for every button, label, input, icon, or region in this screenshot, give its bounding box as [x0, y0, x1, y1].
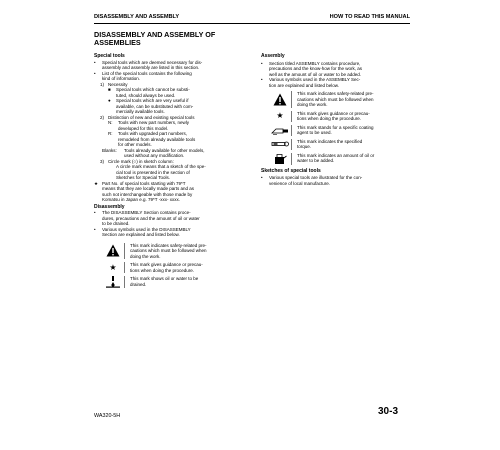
footer-page-number: 30-3	[378, 406, 399, 417]
drain-icon	[102, 276, 124, 288]
bullet: •	[94, 226, 96, 232]
text-line: This mark gives guidance or precau-	[130, 262, 203, 267]
text-line: The DISASSEMBLY Section contains proce-	[102, 210, 191, 215]
bullet: •	[261, 77, 263, 82]
symbol-row	[102, 276, 246, 288]
text-line: Special tools which cannot be substi-	[116, 87, 190, 92]
left-column	[94, 54, 246, 288]
text-line: Special tools which are deemed necessary for dis-	[102, 59, 203, 65]
page-title-line: ASSEMBLIES	[94, 38, 141, 48]
text-line: Tools with upgraded part numbers,	[118, 131, 188, 136]
text-line: tuted, should always be used.	[116, 92, 176, 98]
text-line: Section titled ASSEMBLY contains procedure,	[269, 60, 361, 66]
text-line: well as the amount of oil or water to be added.	[269, 71, 362, 77]
text-line: precautions and the know-how for the work, as	[269, 66, 363, 71]
symbol-description	[124, 276, 246, 288]
right-column	[261, 54, 411, 186]
list-item	[94, 87, 246, 98]
text-line: Tools with new part numbers, newly	[118, 120, 190, 125]
warning-icon	[269, 91, 291, 108]
header-section-title: DISASSEMBLY AND ASSEMBLY	[94, 14, 180, 20]
list-item	[94, 71, 246, 82]
text-line: This mark indicates safety-related pre-	[297, 91, 374, 96]
symbol-description	[291, 139, 411, 150]
text-line: tion are explained and listed below.	[269, 82, 340, 88]
text-line: Various symbols used in the DISASSEMBLY	[102, 226, 191, 232]
text-line: water to be added.	[297, 158, 335, 163]
text-line: means that they are locally made parts and as	[102, 186, 195, 191]
symbol-row	[269, 153, 411, 165]
text-line: drained.	[130, 281, 147, 287]
text-line: Circle mark (○) in sketch column:	[108, 158, 174, 164]
item-marker: R:	[108, 131, 113, 136]
text-line: kind of information.	[102, 76, 141, 81]
note-item	[94, 181, 246, 203]
text-line: venience of local manufacture.	[269, 180, 331, 186]
list-item	[261, 175, 411, 186]
text-line: doing the work.	[130, 253, 161, 259]
text-line: Tools already available for other models,	[124, 147, 205, 153]
text-line: Necessity	[108, 81, 128, 87]
text-line: used without any modification.	[124, 153, 185, 158]
text-line: torque.	[297, 144, 312, 149]
symbol-row	[102, 262, 246, 273]
text-line: Section are explained and listed below.	[102, 232, 180, 237]
oil-can-icon	[269, 153, 291, 165]
text-line: tions when doing the procedure.	[297, 116, 362, 121]
list-item	[94, 98, 246, 115]
text-line: List of the special tools contains the following	[102, 70, 192, 76]
symbol-description	[124, 243, 246, 260]
text-line: Distinction of new and existing special tools	[108, 114, 195, 120]
item-marker: Blanks:	[102, 147, 117, 153]
symbol-row	[269, 125, 411, 136]
text-line: Various symbols used in the ASSEMBLY Sec-	[269, 77, 361, 82]
text-line: assembly and assembly are listed in this section.	[102, 65, 200, 70]
sketches-heading: Sketches of special tools	[261, 167, 321, 174]
assembly-heading: Assembly	[261, 53, 285, 59]
item-number: 2)	[100, 114, 105, 120]
list-item	[94, 148, 246, 159]
square-mark-icon: ■	[108, 87, 111, 92]
text-line: developed for this model.	[118, 125, 169, 131]
list-item	[94, 159, 246, 165]
symbol-row	[269, 111, 411, 122]
text-line: cautions which must be followed when	[130, 248, 207, 253]
text-line: This mark gives guidance or precau-	[297, 110, 370, 116]
text-line: dures, precautions and the amount of oil or water	[102, 215, 200, 221]
symbol-description	[291, 125, 411, 136]
list-item	[94, 131, 246, 148]
text-line: This mark indicates the specified	[297, 138, 363, 144]
text-line: Komatsu in Japan e.g. 79*T -xxx- xxxx.	[102, 197, 180, 202]
bullet: •	[94, 70, 96, 76]
footer-model: WA320-5H	[94, 413, 121, 419]
star-icon	[102, 262, 124, 273]
list-item	[261, 77, 411, 88]
list-item	[94, 210, 246, 227]
list-item	[94, 164, 246, 181]
symbol-description	[291, 153, 411, 165]
bullet: •	[94, 59, 96, 65]
header-rule	[94, 23, 410, 24]
list-item	[94, 120, 246, 131]
coating-agent-icon	[269, 125, 291, 136]
page-title	[94, 31, 254, 48]
item-number: 3)	[100, 158, 105, 164]
list-item	[94, 227, 246, 238]
symbol-description	[124, 262, 246, 273]
text-line: Part No. of special tools starting with 79*T	[102, 180, 186, 186]
symbol-description	[291, 91, 411, 108]
star-glyph: ★	[109, 262, 117, 272]
text-line: This mark indicates safety-related pre-	[130, 242, 207, 248]
text-line: This mark shows oil or water to be	[130, 276, 199, 281]
bullet: •	[261, 60, 263, 66]
symbol-row	[269, 139, 411, 150]
special-tools-heading: Special tools	[94, 53, 125, 59]
symbol-row	[102, 243, 246, 260]
text-line: This mark stands for a specific coating	[297, 124, 374, 130]
bullet: •	[261, 175, 263, 180]
star-glyph: ★	[276, 111, 284, 120]
text-line: doing the work.	[297, 102, 328, 107]
list-item	[261, 61, 411, 78]
star-icon: ★	[94, 180, 99, 186]
text-line: such not interchangeable with those made by	[102, 191, 193, 197]
text-line: Sketches for Special Tools.	[116, 175, 170, 180]
text-line: Various special tools are illustrated for the con-	[269, 175, 363, 180]
text-line: cial tool is presented in the section of	[116, 169, 190, 175]
text-line: agent to be used.	[297, 130, 332, 135]
text-line: remodeled from already available tools	[118, 136, 196, 142]
item-marker: N:	[108, 120, 113, 125]
text-line: mercially available tools.	[116, 109, 165, 114]
text-line: to be drained.	[102, 221, 130, 226]
list-item	[94, 60, 246, 71]
bullet: •	[94, 210, 96, 215]
symbol-description	[291, 111, 411, 122]
text-line: Special tools which are very useful if	[116, 98, 189, 103]
symbol-row	[269, 91, 411, 108]
warning-icon	[102, 243, 124, 260]
item-number: 1)	[100, 81, 105, 87]
page-title-line: DISASSEMBLY AND ASSEMBLY OF	[94, 30, 216, 39]
text-line: tions when doing the procedure.	[130, 267, 195, 273]
text-line: A circle mark means that a sketch of the spe-	[116, 164, 206, 169]
text-line: available, can be substituted with com-	[116, 103, 194, 109]
text-line: This mark indicates an amount of oil or	[297, 152, 375, 158]
torque-wrench-icon	[269, 139, 291, 150]
star-icon	[269, 111, 291, 122]
filled-circle-mark-icon: ●	[108, 98, 111, 103]
text-line: cautions which must be followed when	[297, 96, 374, 102]
disassembly-heading: Disassembly	[94, 203, 125, 210]
header-chapter-title: HOW TO READ THIS MANUAL	[329, 14, 410, 20]
text-line: for other models.	[118, 142, 152, 147]
